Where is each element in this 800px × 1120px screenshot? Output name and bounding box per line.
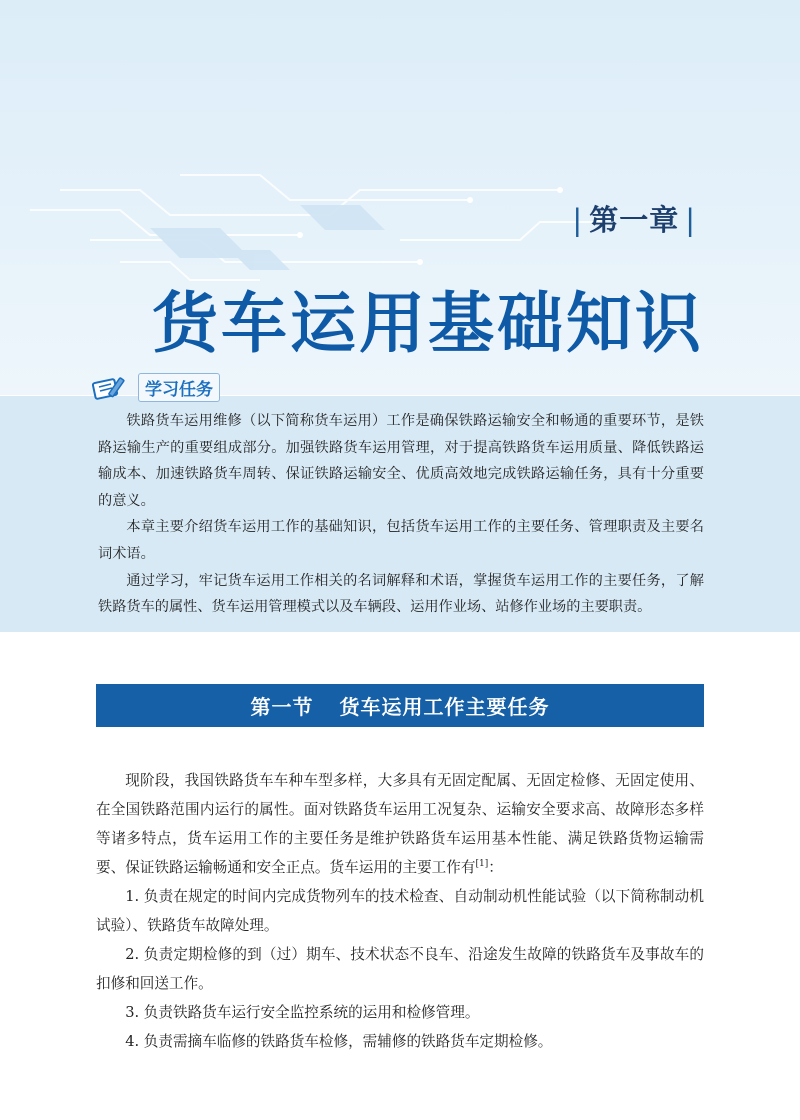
task-list-item: 3. 负责铁路货车运行安全监控系统的运用和检修管理。 xyxy=(125,1004,480,1021)
learning-task-label xyxy=(92,372,220,402)
section-number: 第一节 xyxy=(250,695,314,719)
task-paragraph: 通过学习，牢记货车运用工作相关的名词解释和术语，掌握货车运用工作的主要任务，了解铁路货车的属性、货车运用管理模式以及车辆段、运用作业场、站修作业场的主要职责。 xyxy=(98,572,704,616)
learning-task-box xyxy=(0,396,800,632)
chapter-number: | 第一章 | xyxy=(572,203,696,237)
section-title: 货车运用工作主要任务 xyxy=(339,695,550,719)
notebook-pen-icon xyxy=(92,373,132,401)
task-paragraph: 本章主要介绍货车运用工作的基础知识，包括货车运用工作的主要任务、管理职责及主要名词术语。 xyxy=(98,519,704,562)
chapter-header-band xyxy=(0,0,800,395)
body-intro: 现阶段，我国铁路货车车种车型多样，大多具有无固定配属、无固定检修、无固定使用、在全国铁路范围内运行的属性。面对铁路货车运用工况复杂、运输安全要求高、故障形态多样等诸多特点，货车运用工作的主要任务是维护铁路货车运用基本性能、满足铁路货物运输需要、保证铁路运输畅通和安全正点。货车运用的主要工作有[1]： xyxy=(96,772,704,876)
task-list-item: 4. 负责需摘车临修的铁路货车检修，需辅修的铁路货车定期检修。 xyxy=(125,1033,553,1050)
reference-mark: [1] xyxy=(475,859,489,870)
section-body xyxy=(96,766,704,1056)
task-list-item: 1. 负责在规定的时间内完成货物列车的技术检查、自动制动机性能试验（以下简称制动机试验）、铁路货车故障处理。 xyxy=(96,888,704,934)
chapter-title: 货车运用基础知识 xyxy=(152,285,704,362)
task-list-item: 2. 负责定期检修的到（过）期车、技术状态不良车、沿途发生故障的铁路货车及事故车的扣修和回送工作。 xyxy=(96,946,704,992)
section-heading xyxy=(96,684,704,727)
task-paragraph: 铁路货车运用维修（以下简称货车运用）工作是确保铁路运输安全和畅通的重要环节，是铁路运输生产的重要组成部分。加强铁路货车运用管理，对于提高铁路货车运用质量、降低铁路运输成本、加速铁路货车周转、保证铁路运输安全、优质高效地完成铁路运输任务，具有十分重要的意义。 xyxy=(98,413,704,509)
learning-task-title: 学习任务 xyxy=(138,373,220,402)
